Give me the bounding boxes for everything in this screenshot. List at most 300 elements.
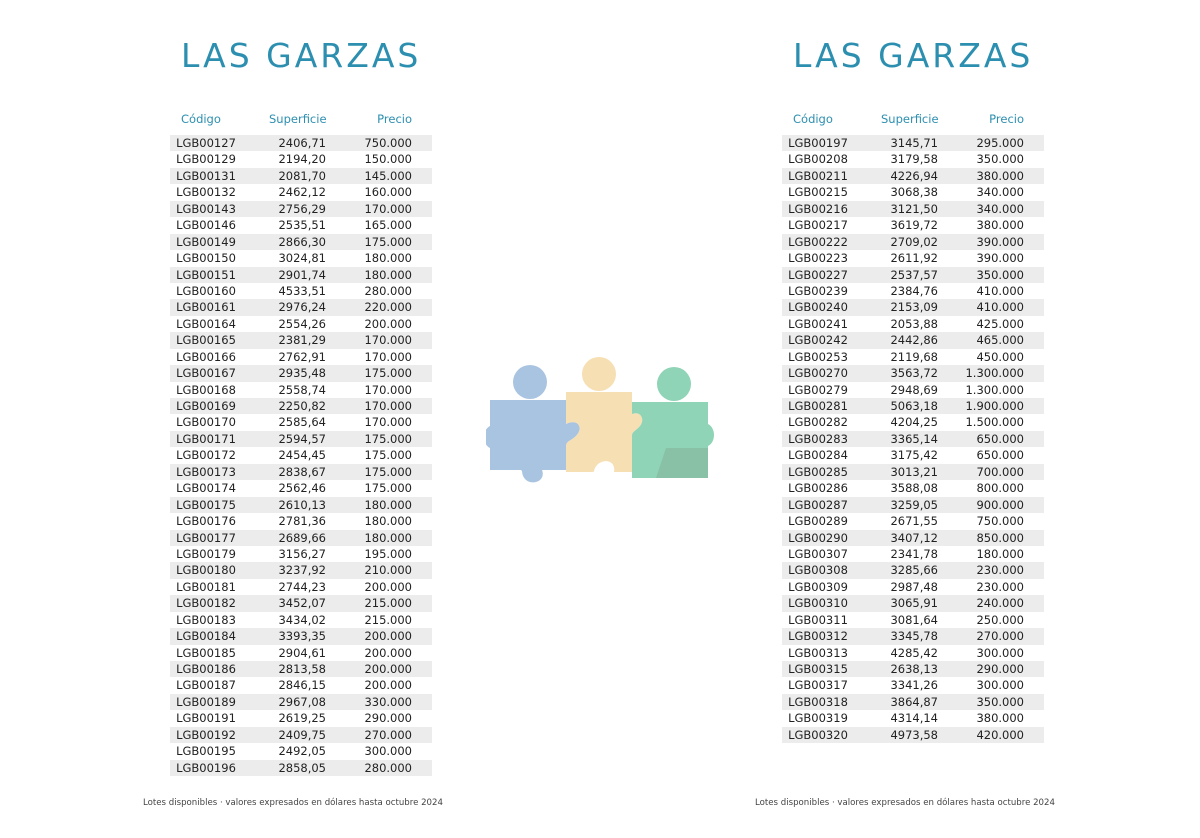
lot-area: 2762,91 xyxy=(278,349,326,364)
lot-area: 2462,12 xyxy=(278,185,326,200)
lot-area: 4204,25 xyxy=(890,415,938,430)
lot-code: LGB00208 xyxy=(788,152,848,167)
lot-price: 425.000 xyxy=(976,316,1024,331)
table-row xyxy=(782,135,1044,151)
table-row xyxy=(170,727,432,743)
lot-code: LGB00167 xyxy=(176,366,236,381)
lot-code: LGB00183 xyxy=(176,612,236,627)
lot-area: 3121,50 xyxy=(890,201,938,216)
lot-price: 300.000 xyxy=(364,744,412,759)
lot-area: 2976,24 xyxy=(278,300,326,315)
lot-area: 3393,35 xyxy=(278,629,326,644)
header-area: Superficie xyxy=(269,112,327,126)
lot-area: 2250,82 xyxy=(278,399,326,413)
lot-code: LGB00165 xyxy=(176,333,236,348)
header-price: Precio xyxy=(377,112,412,126)
lot-area: 3619,72 xyxy=(890,218,938,233)
lot-price: 300.000 xyxy=(976,645,1024,660)
lot-area: 3365,14 xyxy=(890,431,938,446)
brand-logo: LAS GARZAS xyxy=(181,36,422,75)
lot-price: 250.000 xyxy=(976,612,1024,627)
lot-price: 240.000 xyxy=(976,596,1024,611)
table-row xyxy=(170,135,432,151)
lot-code: LGB00284 xyxy=(788,448,848,463)
lot-code: LGB00317 xyxy=(788,678,848,693)
blue-puzzle-piece-icon xyxy=(486,365,580,482)
lot-price: 280.000 xyxy=(364,283,412,298)
lot-area: 2709,02 xyxy=(890,234,938,249)
lot-price: 210.000 xyxy=(364,563,412,578)
lot-price: 175.000 xyxy=(364,448,412,463)
lot-code: LGB00253 xyxy=(788,349,848,364)
table-row xyxy=(170,677,432,693)
lot-area: 3434,02 xyxy=(278,612,326,627)
lot-price: 750.000 xyxy=(364,136,412,150)
lot-code: LGB00215 xyxy=(788,185,848,200)
lot-area: 3068,38 xyxy=(890,185,938,200)
lot-code: LGB00216 xyxy=(788,201,848,216)
table-row xyxy=(170,431,432,447)
lot-price: 215.000 xyxy=(364,612,412,627)
lot-area: 4973,58 xyxy=(890,727,938,742)
lot-price: 850.000 xyxy=(976,530,1024,545)
lot-price: 200.000 xyxy=(364,316,412,331)
lot-code: LGB00176 xyxy=(176,514,236,529)
lot-price: 200.000 xyxy=(364,662,412,676)
lot-area: 2406,71 xyxy=(278,136,326,150)
lot-area: 2454,45 xyxy=(278,448,326,463)
lot-price: 1.300.000 xyxy=(965,382,1024,397)
lot-code: LGB00169 xyxy=(176,399,236,413)
lot-area: 2904,61 xyxy=(278,645,326,660)
lot-code: LGB00146 xyxy=(176,218,236,233)
lot-price: 170.000 xyxy=(364,382,412,397)
table-row xyxy=(170,562,432,578)
lot-area: 2119,68 xyxy=(890,349,938,364)
lots-table-left xyxy=(170,135,432,776)
lot-code: LGB00180 xyxy=(176,563,236,578)
footer-note: Lotes disponibles · valores expresados en dólares hasta octubre 2024 xyxy=(143,798,443,808)
lot-price: 380.000 xyxy=(976,168,1024,183)
lot-area: 2838,67 xyxy=(278,464,326,479)
table-row xyxy=(170,382,432,398)
table-row xyxy=(782,562,1044,578)
table-row xyxy=(782,530,1044,546)
lot-area: 4285,42 xyxy=(890,645,938,660)
lot-area: 2535,51 xyxy=(278,218,326,233)
table-row xyxy=(782,431,1044,447)
table-row xyxy=(170,464,432,480)
lot-code: LGB00192 xyxy=(176,727,236,742)
lot-price: 270.000 xyxy=(976,629,1024,644)
lot-code: LGB00239 xyxy=(788,283,848,298)
lot-price: 340.000 xyxy=(976,201,1024,216)
lot-area: 2341,78 xyxy=(890,546,938,561)
lot-code: LGB00189 xyxy=(176,694,236,709)
lot-price: 465.000 xyxy=(976,333,1024,348)
lot-area: 2381,29 xyxy=(278,333,326,348)
lot-price: 180.000 xyxy=(976,546,1024,561)
table-row xyxy=(170,694,432,710)
table-row xyxy=(170,760,432,776)
table-row xyxy=(782,546,1044,562)
table-row xyxy=(782,579,1044,595)
lot-area: 3145,71 xyxy=(890,136,938,150)
lot-area: 2858,05 xyxy=(278,760,326,775)
table-row xyxy=(782,365,1044,381)
table-row xyxy=(782,497,1044,513)
table-row xyxy=(170,184,432,200)
header-code: Código xyxy=(181,112,221,126)
lot-code: LGB00149 xyxy=(176,234,236,249)
lot-price: 350.000 xyxy=(976,267,1024,282)
lot-code: LGB00222 xyxy=(788,234,848,249)
table-row xyxy=(782,283,1044,299)
lot-code: LGB00242 xyxy=(788,333,848,348)
table-row xyxy=(782,480,1044,496)
table-row xyxy=(782,234,1044,250)
table-row xyxy=(782,349,1044,365)
lot-code: LGB00290 xyxy=(788,530,848,545)
lot-code: LGB00197 xyxy=(788,136,848,150)
table-row xyxy=(782,299,1044,315)
lot-code: LGB00173 xyxy=(176,464,236,479)
lot-area: 2866,30 xyxy=(278,234,326,249)
lot-price: 380.000 xyxy=(976,218,1024,233)
lot-price: 230.000 xyxy=(976,579,1024,594)
lot-price: 380.000 xyxy=(976,711,1024,726)
lot-price: 160.000 xyxy=(364,185,412,200)
lot-price: 650.000 xyxy=(976,431,1024,446)
lot-code: LGB00182 xyxy=(176,596,236,611)
table-row xyxy=(170,201,432,217)
lot-price: 1.500.000 xyxy=(965,415,1024,430)
lot-code: LGB00285 xyxy=(788,464,848,479)
lot-price: 180.000 xyxy=(364,497,412,512)
lot-price: 800.000 xyxy=(976,481,1024,496)
lot-price: 900.000 xyxy=(976,497,1024,512)
lot-area: 2689,66 xyxy=(278,530,326,545)
lot-code: LGB00187 xyxy=(176,678,236,693)
lot-price: 340.000 xyxy=(976,185,1024,200)
lot-price: 410.000 xyxy=(976,283,1024,298)
lot-area: 2384,76 xyxy=(890,283,938,298)
lot-code: LGB00174 xyxy=(176,481,236,496)
lot-area: 2638,13 xyxy=(890,662,938,676)
lot-price: 175.000 xyxy=(364,366,412,381)
lot-area: 3024,81 xyxy=(278,251,326,266)
brand-logo: LAS GARZAS xyxy=(793,36,1034,75)
lot-code: LGB00240 xyxy=(788,300,848,315)
lot-code: LGB00129 xyxy=(176,152,236,167)
table-row xyxy=(782,250,1044,266)
lot-area: 2081,70 xyxy=(278,168,326,183)
table-row xyxy=(782,677,1044,693)
lot-area: 3065,91 xyxy=(890,596,938,611)
lot-price: 195.000 xyxy=(364,546,412,561)
table-header xyxy=(782,112,1044,130)
lot-price: 750.000 xyxy=(976,514,1024,529)
lot-price: 175.000 xyxy=(364,481,412,496)
green-puzzle-piece-icon xyxy=(632,367,714,478)
lot-price: 180.000 xyxy=(364,251,412,266)
table-row xyxy=(170,513,432,529)
table-row xyxy=(782,201,1044,217)
lot-area: 2554,26 xyxy=(278,316,326,331)
table-row xyxy=(782,464,1044,480)
lot-area: 3179,58 xyxy=(890,152,938,167)
lot-code: LGB00270 xyxy=(788,366,848,381)
lot-area: 2781,36 xyxy=(278,514,326,529)
lot-code: LGB00164 xyxy=(176,316,236,331)
lot-price: 390.000 xyxy=(976,234,1024,249)
table-row xyxy=(782,382,1044,398)
table-row xyxy=(782,184,1044,200)
lot-area: 3237,92 xyxy=(278,563,326,578)
lot-code: LGB00172 xyxy=(176,448,236,463)
lot-code: LGB00307 xyxy=(788,546,848,561)
lot-code: LGB00171 xyxy=(176,431,236,446)
table-row xyxy=(170,661,432,677)
lot-code: LGB00313 xyxy=(788,645,848,660)
lot-code: LGB00282 xyxy=(788,415,848,430)
lot-area: 2948,69 xyxy=(890,382,938,397)
lot-area: 2744,23 xyxy=(278,579,326,594)
footer-note: Lotes disponibles · valores expresados en dólares hasta octubre 2024 xyxy=(755,798,1055,808)
table-row xyxy=(170,349,432,365)
table-row xyxy=(782,710,1044,726)
table-row xyxy=(782,398,1044,414)
table-row xyxy=(170,480,432,496)
lot-code: LGB00175 xyxy=(176,497,236,512)
table-row xyxy=(170,283,432,299)
lot-price: 175.000 xyxy=(364,464,412,479)
table-row xyxy=(782,151,1044,167)
lot-code: LGB00160 xyxy=(176,283,236,298)
lot-area: 2053,88 xyxy=(890,316,938,331)
lot-area: 2813,58 xyxy=(278,662,326,676)
table-row xyxy=(782,217,1044,233)
lot-area: 2610,13 xyxy=(278,497,326,512)
lot-code: LGB00132 xyxy=(176,185,236,200)
lot-area: 3175,42 xyxy=(890,448,938,463)
lot-price: 175.000 xyxy=(364,431,412,446)
lot-price: 200.000 xyxy=(364,629,412,644)
lot-area: 3407,12 xyxy=(890,530,938,545)
table-row xyxy=(170,612,432,628)
table-row xyxy=(170,497,432,513)
lot-price: 200.000 xyxy=(364,645,412,660)
lot-price: 165.000 xyxy=(364,218,412,233)
lot-area: 4314,14 xyxy=(890,711,938,726)
lot-code: LGB00312 xyxy=(788,629,848,644)
table-row xyxy=(170,332,432,348)
lot-code: LGB00170 xyxy=(176,415,236,430)
lot-area: 3563,72 xyxy=(890,366,938,381)
lot-area: 4533,51 xyxy=(278,283,326,298)
lot-price: 350.000 xyxy=(976,694,1024,709)
table-row xyxy=(782,267,1044,283)
lot-price: 170.000 xyxy=(364,201,412,216)
lot-area: 3156,27 xyxy=(278,546,326,561)
header-area: Superficie xyxy=(881,112,939,126)
lot-code: LGB00184 xyxy=(176,629,236,644)
lot-area: 2492,05 xyxy=(278,744,326,759)
lot-price: 270.000 xyxy=(364,727,412,742)
table-row xyxy=(782,168,1044,184)
lot-code: LGB00168 xyxy=(176,382,236,397)
table-row xyxy=(170,250,432,266)
lot-code: LGB00131 xyxy=(176,168,236,183)
lot-area: 2537,57 xyxy=(890,267,938,282)
lot-price: 1.300.000 xyxy=(965,366,1024,381)
lot-price: 215.000 xyxy=(364,596,412,611)
lot-area: 2935,48 xyxy=(278,366,326,381)
lot-price: 230.000 xyxy=(976,563,1024,578)
lot-code: LGB00161 xyxy=(176,300,236,315)
lot-code: LGB00217 xyxy=(788,218,848,233)
lot-code: LGB00179 xyxy=(176,546,236,561)
yellow-puzzle-piece-icon xyxy=(566,357,642,472)
table-row xyxy=(170,743,432,759)
table-row xyxy=(782,595,1044,611)
table-row xyxy=(782,447,1044,463)
table-row xyxy=(170,168,432,184)
table-row xyxy=(170,316,432,332)
lot-code: LGB00186 xyxy=(176,662,236,676)
lot-area: 3864,87 xyxy=(890,694,938,709)
table-row xyxy=(170,595,432,611)
lot-area: 2562,46 xyxy=(278,481,326,496)
lot-price: 170.000 xyxy=(364,333,412,348)
lot-code: LGB00318 xyxy=(788,694,848,709)
table-row xyxy=(782,645,1044,661)
lot-code: LGB00241 xyxy=(788,316,848,331)
lot-price: 410.000 xyxy=(976,300,1024,315)
lot-area: 2594,57 xyxy=(278,431,326,446)
lot-price: 450.000 xyxy=(976,349,1024,364)
lot-code: LGB00185 xyxy=(176,645,236,660)
lot-code: LGB00281 xyxy=(788,399,848,413)
lot-price: 700.000 xyxy=(976,464,1024,479)
table-row xyxy=(170,365,432,381)
lot-price: 390.000 xyxy=(976,251,1024,266)
header-price: Precio xyxy=(989,112,1024,126)
lot-price: 180.000 xyxy=(364,530,412,545)
lot-price: 280.000 xyxy=(364,760,412,775)
lot-price: 175.000 xyxy=(364,234,412,249)
lot-area: 3285,66 xyxy=(890,563,938,578)
lot-area: 3345,78 xyxy=(890,629,938,644)
lot-code: LGB00177 xyxy=(176,530,236,545)
lot-area: 3259,05 xyxy=(890,497,938,512)
lot-area: 2558,74 xyxy=(278,382,326,397)
table-row xyxy=(782,332,1044,348)
lot-area: 2987,48 xyxy=(890,579,938,594)
lot-price: 170.000 xyxy=(364,415,412,430)
lot-area: 3081,64 xyxy=(890,612,938,627)
table-row xyxy=(170,217,432,233)
lot-price: 1.900.000 xyxy=(965,399,1024,413)
lot-area: 2611,92 xyxy=(890,251,938,266)
lot-code: LGB00211 xyxy=(788,168,848,183)
lot-code: LGB00223 xyxy=(788,251,848,266)
table-row xyxy=(170,234,432,250)
table-row xyxy=(782,628,1044,644)
lot-area: 2967,08 xyxy=(278,694,326,709)
lot-area: 2409,75 xyxy=(278,727,326,742)
table-row xyxy=(782,316,1044,332)
table-row xyxy=(170,398,432,414)
lot-code: LGB00308 xyxy=(788,563,848,578)
lot-area: 2846,15 xyxy=(278,678,326,693)
table-row xyxy=(782,694,1044,710)
lot-code: LGB00196 xyxy=(176,760,236,775)
lot-area: 3341,26 xyxy=(890,678,938,693)
lot-price: 200.000 xyxy=(364,678,412,693)
lot-code: LGB00195 xyxy=(176,744,236,759)
lot-code: LGB00289 xyxy=(788,514,848,529)
lot-price: 350.000 xyxy=(976,152,1024,167)
lot-code: LGB00143 xyxy=(176,201,236,216)
table-row xyxy=(170,414,432,430)
lot-price: 145.000 xyxy=(364,168,412,183)
table-row xyxy=(782,727,1044,743)
lot-price: 220.000 xyxy=(364,300,412,315)
table-row xyxy=(170,628,432,644)
table-row xyxy=(170,299,432,315)
table-row xyxy=(782,414,1044,430)
lot-code: LGB00309 xyxy=(788,579,848,594)
lot-price: 200.000 xyxy=(364,579,412,594)
table-row xyxy=(170,546,432,562)
lot-price: 290.000 xyxy=(364,711,412,726)
lot-area: 2671,55 xyxy=(890,514,938,529)
lot-code: LGB00127 xyxy=(176,136,236,150)
lot-area: 3013,21 xyxy=(890,464,938,479)
lot-code: LGB00181 xyxy=(176,579,236,594)
lot-price: 170.000 xyxy=(364,349,412,364)
table-row xyxy=(782,661,1044,677)
lot-price: 150.000 xyxy=(364,152,412,167)
header-code: Código xyxy=(793,112,833,126)
lot-code: LGB00150 xyxy=(176,251,236,266)
table-row xyxy=(170,530,432,546)
lot-price: 330.000 xyxy=(364,694,412,709)
lot-price: 650.000 xyxy=(976,448,1024,463)
lot-area: 2194,20 xyxy=(278,152,326,167)
lot-area: 2442,86 xyxy=(890,333,938,348)
lot-code: LGB00319 xyxy=(788,711,848,726)
table-row xyxy=(170,267,432,283)
lots-table-right xyxy=(782,135,1044,743)
lot-price: 180.000 xyxy=(364,267,412,282)
lot-price: 180.000 xyxy=(364,514,412,529)
lot-code: LGB00279 xyxy=(788,382,848,397)
lot-area: 3588,08 xyxy=(890,481,938,496)
lot-code: LGB00283 xyxy=(788,431,848,446)
lot-code: LGB00320 xyxy=(788,727,848,742)
table-row xyxy=(170,151,432,167)
lot-code: LGB00311 xyxy=(788,612,848,627)
table-row xyxy=(170,710,432,726)
lot-area: 2585,64 xyxy=(278,415,326,430)
lot-code: LGB00310 xyxy=(788,596,848,611)
lot-area: 2619,25 xyxy=(278,711,326,726)
lot-price: 170.000 xyxy=(364,399,412,413)
lot-price: 300.000 xyxy=(976,678,1024,693)
lot-code: LGB00227 xyxy=(788,267,848,282)
